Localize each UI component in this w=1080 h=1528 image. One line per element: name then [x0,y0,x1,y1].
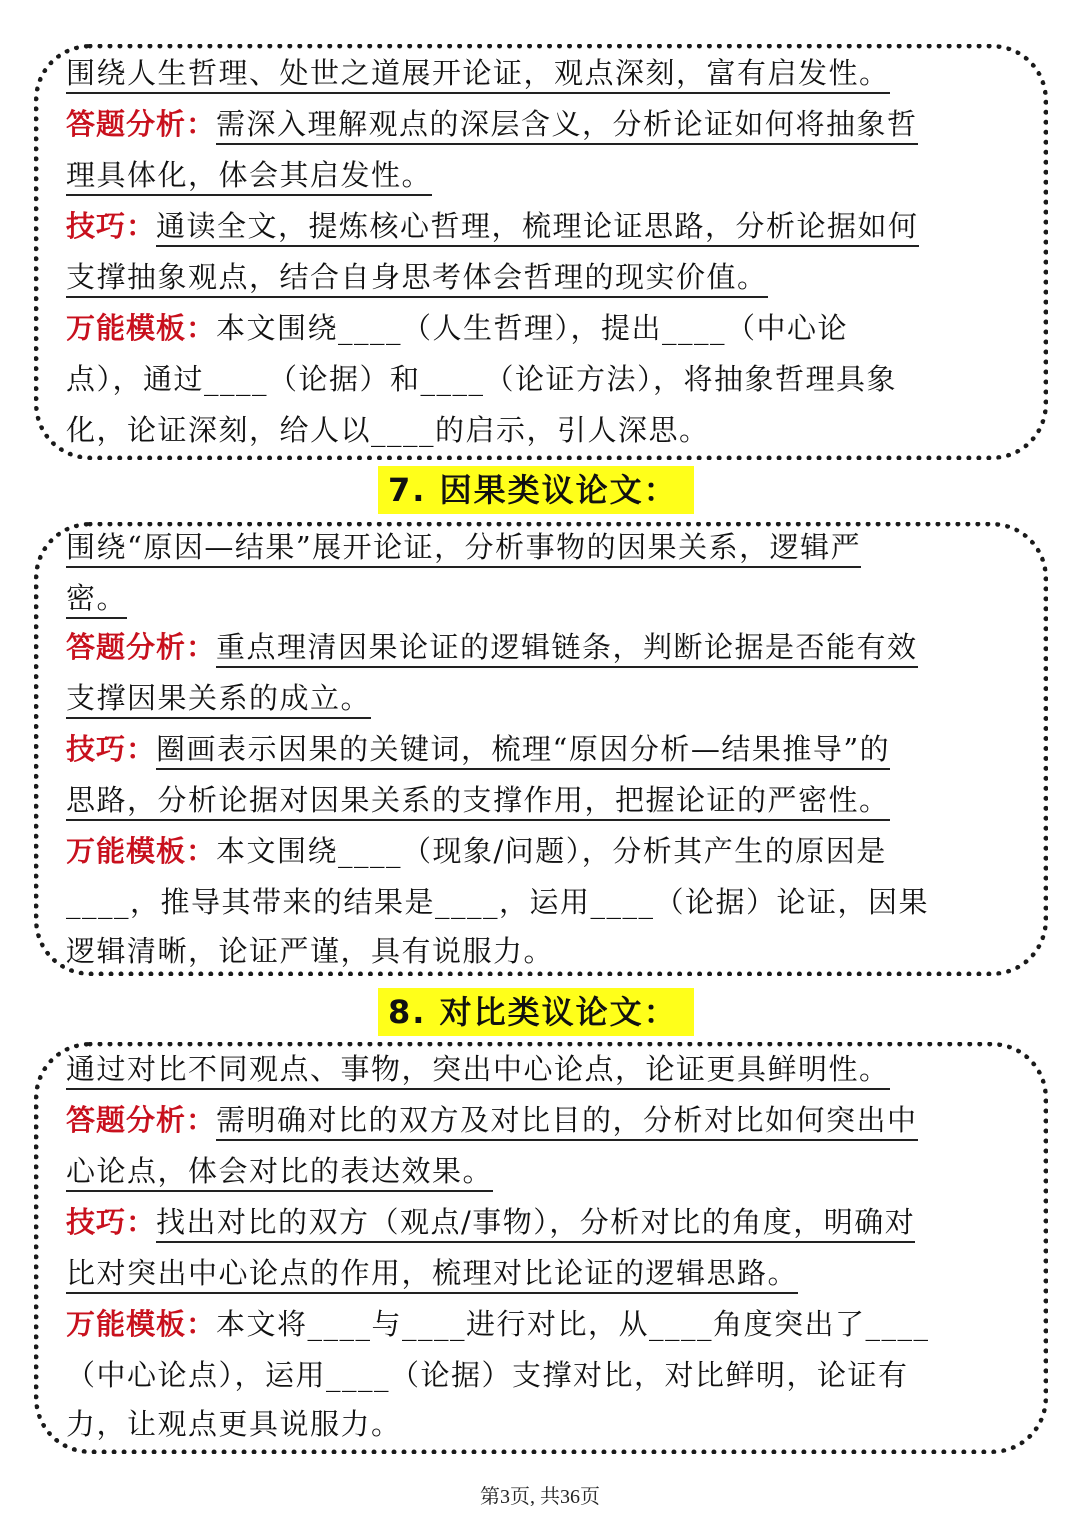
section7-skill-cont: 思路，分析论据对因果关系的支撑作用，把握论证的严密性。 [66,775,890,825]
skill-label: 技巧： [66,732,157,766]
page-number: 第3页, 共36页 [480,1486,600,1508]
section8-skill-cont: 比对突出中心论点的作用，梳理对比论证的逻辑思路。 [66,1248,798,1298]
section6-skill-cont: 支撑抽象观点，结合自身思考体会哲理的现实价值。 [66,252,768,302]
section7-template-cont2: 逻辑清晰，论证严谨，具有说服力。 [66,934,555,968]
section8-template-cont2: 力，让观点更具说服力。 [66,1407,402,1441]
section7-intro-cont: 密。 [66,573,127,623]
section6-template: 万能模板：本文围绕____（人生哲理），提出____（中心论 [66,311,849,345]
section6-analysis-cont: 理具体化，体会其启发性。 [66,150,432,200]
section7-analysis: 答题分析：重点理清因果论证的逻辑链条，判断论据是否能有效 [66,622,918,672]
section8-skill: 技巧：找出对比的双方（观点/事物），分析对比的角度，明确对 [66,1197,915,1247]
section7-template-cont1: ____，推导其带来的结果是____，运用____（论据）论证，因果 [66,885,930,919]
section6-template-cont2: 化，论证深刻，给人以____的启示，引人深思。 [66,413,710,447]
heading-7: 7. 因果类议论文： [378,466,694,514]
skill-label: 技巧： [66,1205,157,1239]
template-label: 万能模板： [66,311,217,345]
section7-analysis-cont: 支撑因果关系的成立。 [66,673,371,723]
section6-analysis: 答题分析：需深入理解观点的深层含义，分析论证如何将抽象哲 [66,99,918,149]
section8-analysis: 答题分析：需明确对比的双方及对比目的，分析对比如何突出中 [66,1095,918,1145]
template-label: 万能模板： [66,834,217,868]
section6-intro: 围绕人生哲理、处世之道展开论证，观点深刻，富有启发性。 [66,48,890,98]
analysis-label: 答题分析： [66,1103,217,1137]
section7-intro: 围绕“原因—结果”展开论证，分析事物的因果关系，逻辑严 [66,522,861,572]
section8-analysis-cont: 心论点，体会对比的表达效果。 [66,1146,493,1196]
heading-8: 8. 对比类议论文： [378,988,694,1036]
template-label: 万能模板： [66,1307,217,1341]
section7-skill: 技巧：圈画表示因果的关键词，梳理“原因分析—结果推导”的 [66,724,890,774]
analysis-label: 答题分析： [66,630,217,664]
section8-intro: 通过对比不同观点、事物，突出中心论点，论证更具鲜明性。 [66,1044,890,1094]
section6-template-cont1: 点），通过____（论据）和____（论证方法），将抽象哲理具象 [66,362,898,396]
section8-template-cont1: （中心论点），运用____（论据）支撑对比，对比鲜明，论证有 [66,1358,909,1392]
analysis-label: 答题分析： [66,107,217,141]
section8-template: 万能模板：本文将____与____进行对比，从____角度突出了____ [66,1307,930,1341]
skill-label: 技巧： [66,209,157,243]
section7-template: 万能模板：本文围绕____（现象/问题），分析其产生的原因是 [66,834,887,868]
section6-skill: 技巧：通读全文，提炼核心哲理，梳理论证思路，分析论据如何 [66,201,919,251]
